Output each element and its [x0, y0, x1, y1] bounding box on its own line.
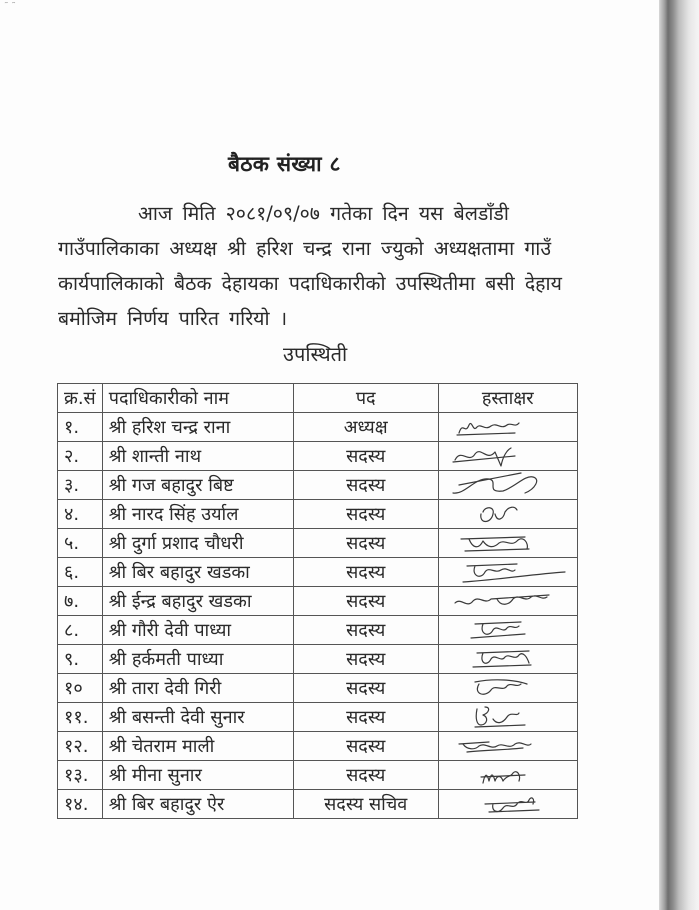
row-serial: ८.: [58, 616, 103, 645]
table-row: [58, 674, 578, 703]
signature-cell: [438, 732, 577, 761]
row-name: श्री हर्कमती पाध्या: [102, 645, 293, 674]
signature-12: [445, 732, 571, 760]
table-row: [58, 529, 578, 558]
signature-11: [445, 703, 571, 731]
attendance-table: [57, 383, 578, 819]
row-serial: १.: [58, 413, 103, 442]
table-row: [58, 500, 578, 529]
signature-cell: [438, 471, 577, 500]
row-serial: १३.: [58, 761, 103, 790]
row-serial: ३.: [58, 471, 103, 500]
row-serial: ४.: [58, 500, 103, 529]
header-serial: क्र.सं: [58, 384, 103, 413]
signature-cell: [438, 616, 577, 645]
signature-3: [445, 471, 571, 499]
table-row: [58, 790, 578, 819]
signature-10: [445, 674, 571, 702]
signature-cell: [438, 529, 577, 558]
signature-cell: [438, 442, 577, 471]
table-row: [58, 587, 578, 616]
row-post: सदस्य: [293, 645, 438, 674]
row-name: श्री गौरी देवी पाध्या: [102, 616, 293, 645]
signature-cell: [438, 558, 577, 587]
signature-cell: [438, 703, 577, 732]
row-name: श्री तारा देवी गिरी: [102, 674, 293, 703]
signature-9: [445, 645, 571, 673]
row-serial: १२.: [58, 732, 103, 761]
signature-7: [445, 587, 571, 615]
row-post: सदस्य: [293, 500, 438, 529]
row-name: श्री ईन्द्र बहादुर खडका: [102, 587, 293, 616]
table-row: [58, 616, 578, 645]
row-post: अध्यक्ष: [293, 413, 438, 442]
signature-6: [445, 558, 571, 586]
table-row: [58, 645, 578, 674]
signature-5: [445, 529, 571, 557]
row-post: सदस्य सचिव: [293, 790, 438, 819]
row-serial: ६.: [58, 558, 103, 587]
row-name: श्री हरिश चन्द्र राना: [102, 413, 293, 442]
signature-2: [445, 442, 571, 470]
table-row: [58, 703, 578, 732]
row-name: श्री गज बहादुर बिष्ट: [102, 471, 293, 500]
signature-14: [445, 790, 571, 818]
signature-8: [445, 616, 571, 644]
signature-cell: [438, 790, 577, 819]
row-post: सदस्य: [293, 442, 438, 471]
table-header-row: [58, 384, 578, 413]
row-post: सदस्य: [293, 587, 438, 616]
row-name: श्री दुर्गा प्रशाद चौधरी: [102, 529, 293, 558]
row-post: सदस्य: [293, 703, 438, 732]
row-serial: १४.: [58, 790, 103, 819]
table-row: [58, 732, 578, 761]
row-name: श्री बसन्ती देवी सुनार: [102, 703, 293, 732]
row-post: सदस्य: [293, 761, 438, 790]
table-row: [58, 558, 578, 587]
row-serial: ७.: [58, 587, 103, 616]
row-name: श्री शान्ती नाथ: [102, 442, 293, 471]
row-name: श्री चेतराम माली: [102, 732, 293, 761]
row-name: श्री मीना सुनार: [102, 761, 293, 790]
table-row: [58, 442, 578, 471]
row-name: श्री बिर बहादुर ऐर: [102, 790, 293, 819]
table-row: [58, 413, 578, 442]
meeting-number-heading: बैठक संख्या ८: [228, 152, 341, 176]
signature-cell: [438, 645, 577, 674]
decision-paragraph-text: आज मिति २०८१/०९/०७ गतेका दिन यस बेलडाँडी गाउँपालिकाका अध्यक्ष श्री हरिश चन्द्र राना ज्युको अध्यक्षतामा गाउँ कार्यपालिकाको बैठक देहायका पदाधिकारीको उपस्थितीमा बसी देहाय बमोजिम निर्णय पारित गरियो ।: [58, 202, 562, 330]
row-serial: ११.: [58, 703, 103, 732]
row-serial: ५.: [58, 529, 103, 558]
row-post: सदस्य: [293, 616, 438, 645]
signature-1: [445, 413, 571, 441]
table-row: [58, 761, 578, 790]
scan-binding-edge: [659, 0, 699, 910]
row-post: सदस्य: [293, 732, 438, 761]
row-name: श्री नारद सिंह उर्याल: [102, 500, 293, 529]
row-post: सदस्य: [293, 674, 438, 703]
attendance-title: उपस्थिती: [283, 342, 348, 366]
signature-4: [445, 500, 571, 528]
row-serial: २.: [58, 442, 103, 471]
row-name: श्री बिर बहादुर खडका: [102, 558, 293, 587]
signature-cell: [438, 413, 577, 442]
signature-cell: [438, 500, 577, 529]
row-post: सदस्य: [293, 558, 438, 587]
row-serial: १०: [58, 674, 103, 703]
scan-corner-mark: ˜ ˜: [4, 2, 16, 12]
signature-13: [445, 761, 571, 789]
decision-paragraph: [58, 196, 580, 336]
row-post: सदस्य: [293, 529, 438, 558]
header-name: पदाधिकारीको नाम: [102, 384, 293, 413]
signature-cell: [438, 674, 577, 703]
row-serial: ९.: [58, 645, 103, 674]
signature-cell: [438, 761, 577, 790]
table-row: [58, 471, 578, 500]
header-signature: हस्ताक्षर: [438, 384, 577, 413]
header-post: पद: [293, 384, 438, 413]
signature-cell: [438, 587, 577, 616]
row-post: सदस्य: [293, 471, 438, 500]
